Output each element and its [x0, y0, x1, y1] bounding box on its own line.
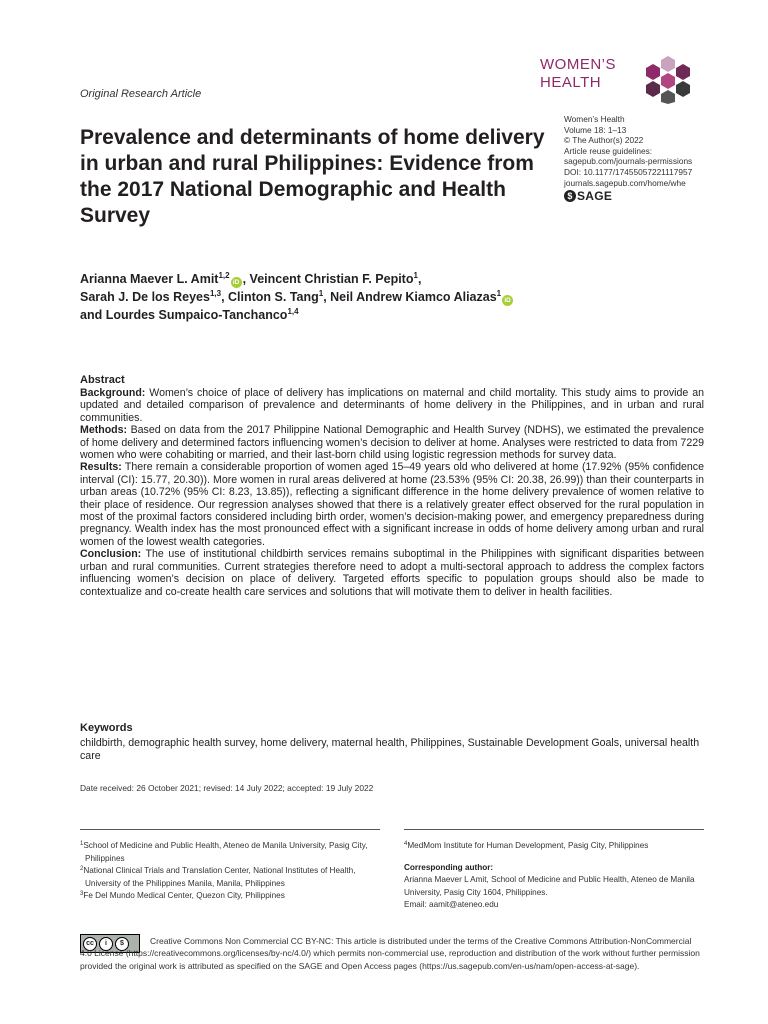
orcid-icon[interactable]: iD [502, 295, 513, 306]
results-label: Results: [80, 461, 122, 474]
abstract-heading: Abstract [80, 374, 125, 386]
orcid-icon[interactable]: iD [231, 277, 242, 288]
abstract-methods [80, 424, 704, 461]
reuse-label: Article reuse guidelines: [564, 145, 653, 156]
affiliation-3: $^3$Fe Del Mundo Medical Center, Quezon City, Philippines [80, 891, 285, 900]
footnote-divider-left [80, 829, 380, 830]
corresponding-email[interactable]: Email: aamit@ateneo.edu [404, 900, 499, 909]
affiliations-right [404, 840, 704, 912]
author-name: Lourdes Sumpaico-Tanchanco [105, 308, 288, 322]
author-affiliation: 1 [318, 289, 324, 298]
keywords [80, 722, 704, 763]
author-name: Neil Andrew Kiamco Aliazas [330, 290, 497, 304]
journal-url[interactable]: journals.sagepub.com/home/whe [564, 177, 686, 188]
abstract-results [80, 461, 704, 548]
keywords-heading: Keywords [80, 722, 133, 734]
results-text: There remain a considerable proportion of women aged 15–49 years old who delivered at home (17.92% (95% confidence interval (CI): 15.77, 20.30)). More women in rural areas delivered at home (23.53% (95% CI: 20.38, 26.99)) than their counterparts in urban areas (10.72% (95% CI: 8.23, 13.85)), reflecting a significant difference in the home delivery prevalence of women relative to their place of residence. Our regression analyses showed that there is a relatively greater effect observed for the rural population in most of the proximal factors considered including birth order, women’s decision-making power, and emergency preparedness during pregnancy. Wealth index has the most pronounced effect with a significant increase in odds of home delivery among urban and rural women of the lowest wealth categories. [80, 461, 704, 548]
doi[interactable]: DOI: 10.1177/17455057221117957 [564, 166, 693, 177]
background-label: Background: [80, 387, 146, 399]
journal-logo [540, 56, 690, 104]
author-and: and [80, 308, 106, 322]
hexagon-logo-icon [634, 56, 694, 104]
author-name: Clinton S. Tang [228, 290, 319, 304]
corresponding-heading: Corresponding author: [404, 862, 494, 872]
logo-line-2: HEALTH [540, 74, 602, 91]
author-affiliation: 1,4 [287, 307, 299, 316]
cc-icon: cc [83, 937, 97, 951]
reuse-link[interactable]: sagepub.com/journals-permissions [564, 156, 693, 167]
corresponding-address: Arianna Maever L Amit, School of Medicine and Public Health, Ateneo de Manila University, Pasig City 1604, Philippines. [404, 875, 695, 897]
affiliation-1: $^1$School of Medicine and Public Health, Ateneo de Manila University, Pasig City, Philippines [80, 841, 368, 863]
sage-logo [564, 190, 754, 202]
author-name: Sarah J. De los Reyes [80, 290, 210, 304]
author-affiliation: 1 [496, 289, 502, 298]
conclusion-label: Conclusion: [80, 548, 142, 561]
copyright: © The Author(s) 2022 [564, 135, 644, 146]
conclusion-text: The use of institutional childbirth services remains suboptimal in the Philippines with significant disparities between urban and rural communities. Current strategies therefore need to adopt a multi-sectoral approach to address the complex factors influencing women’s decision on place of delivery. Targeted efforts specific to population groups should also be made to contextualize and co-create health care services and solutions that will motivate them to deliver in health facilities. [80, 548, 704, 598]
author-affiliation: 1,3 [209, 289, 222, 298]
article-title: Prevalence and determinants of home delivery in urban and rural Philippines: Evidence from the 2017 National Demographic and Health Survey [80, 126, 545, 227]
affiliations-left [80, 840, 380, 903]
journal-name: Women’s Health [564, 114, 625, 124]
author-affiliation: 1 [413, 271, 418, 280]
author-name: Arianna Maever L. Amit [80, 272, 219, 286]
author-name: Veincent Christian F. Pepito [249, 272, 414, 286]
dates: Date received: 26 October 2021; revised: 14 July 2022; accepted: 19 July 2022 [80, 783, 374, 793]
article-type: Original Research Article [80, 88, 202, 100]
journal-info [564, 114, 754, 202]
footnote-divider-right [404, 829, 704, 830]
abstract-background [80, 387, 704, 424]
background-text: Women’s choice of place of delivery has implications on maternal and child mortality. This study aims to provide an updated and detailed comparison of prevalence and determinants of home delivery in the Philippines, and in urban and rural communities. [80, 387, 704, 424]
abstract [80, 374, 704, 598]
publisher-name: SAGE [577, 188, 613, 203]
nc-icon: $ [115, 937, 129, 951]
sage-mark-icon: $ [564, 190, 576, 202]
author-list: Arianna Maever L. Amit$^{1,2}$iD , Veincent Christian F. Pepito$^1$, Sarah J. De los Reyes$^{1,3}$, Clinton S. Tang$^1$, Neil Andrew Kiamco Aliazas$^1$iD and Lourdes Sumpaico-Tanchanco$^{1,4}$ [80, 270, 700, 324]
by-icon: i [99, 937, 113, 951]
keywords-text: childbirth, demographic health survey, home delivery, maternal health, Philippines, Sustainable Development Goals, universal health care [80, 737, 700, 762]
methods-text: Based on data from the 2017 Philippine National Demographic and Health Survey (NDHS), we estimated the prevalence of home delivery and determined factors influencing women’s decision to deliver at home. Analyses were restricted to data from 7229 women who were cohabiting or married, and their last-born child using logistic regression methods for survey data. [80, 424, 704, 462]
author-affiliation: 1,2 [218, 271, 230, 280]
license-text: Creative Commons Non Commercial CC BY-NC: This article is distributed under the terms of the Creative Commons Attribution-NonCommercial 4.0 License (https://creativecommons.org/licenses/by-nc/4.0/) which permits non-commercial use, reproduction and distribution of the work without further permission provided the original work is attributed as specified on the SAGE and Open Access pages (https://us.sagepub.com/en-us/nam/open-access-at-sage). [80, 936, 700, 971]
logo-line-1: WOMEN’S [540, 56, 616, 73]
affiliation-2: $^2$National Clinical Trials and Translation Center, National Institutes of Health, University of the Philippines Manila, Manila, Philippines [80, 866, 356, 888]
volume: Volume 18: 1–13 [564, 124, 627, 135]
methods-label: Methods: [80, 424, 128, 437]
abstract-conclusion [80, 548, 704, 598]
affiliation-4: $^4$MedMom Institute for Human Development, Pasig City, Philippines [404, 841, 649, 850]
